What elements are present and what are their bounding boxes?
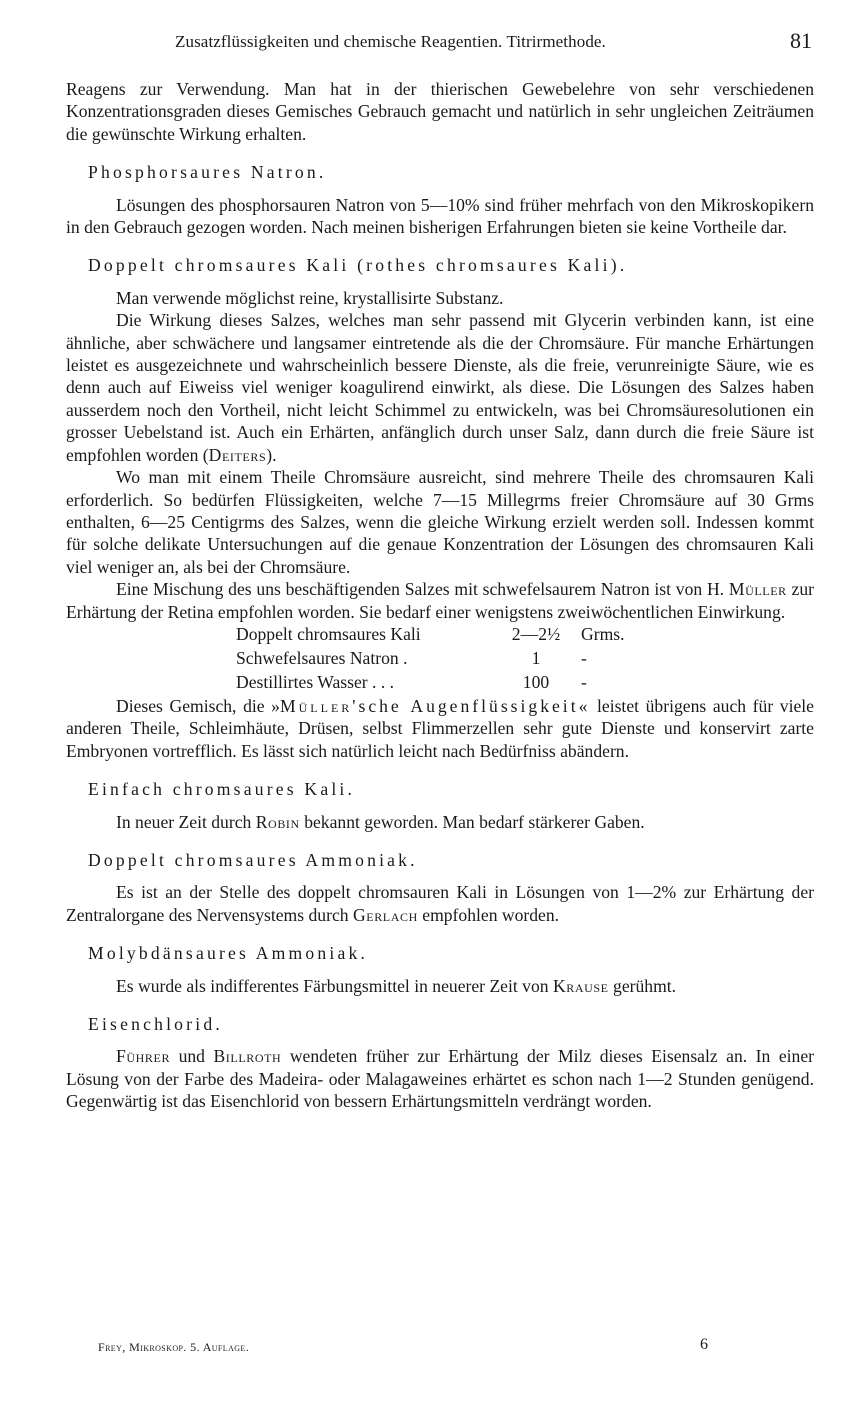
author-name-mueller: Müller bbox=[728, 579, 787, 600]
author-name-gerlach: Gerlach bbox=[352, 904, 418, 925]
text-run: Es ist an der Stelle des doppelt chromsauren Kali in Lösungen von 1—2% zur Erhärtung der Zentralorgane des Nervensystems durch bbox=[66, 882, 814, 925]
recipe-ingredient: Schwefelsaures Natron . bbox=[236, 647, 408, 668]
text-run: bekannt geworden. Man bedarf stärkerer Gaben. bbox=[299, 811, 645, 832]
author-name-billroth: Billroth bbox=[213, 1046, 282, 1067]
recipe-quantity: 1 bbox=[531, 647, 541, 668]
text-run: leistet übrigens auch für viele anderen Theile, Schleimhäute, Drüsen, selbst Flimmerzellen sehr gute Dienste und konservirt zarte Embryonen vortrefflich. Es lässt sich natürlich leicht nach Bedürfniss abändern. bbox=[66, 695, 814, 761]
recipe-quantity: 2—2½ bbox=[511, 623, 561, 644]
text-run: empfohlen worden. bbox=[417, 904, 560, 925]
paragraph-einfach-kali bbox=[66, 811, 814, 833]
recipe-row bbox=[236, 671, 656, 695]
author-name-fuehrer: Führer bbox=[116, 1046, 171, 1067]
text-run: gerühmt. bbox=[608, 975, 677, 996]
recipe-quantity: 100 bbox=[522, 671, 550, 692]
paragraph-augenfluessigkeit bbox=[66, 695, 814, 762]
paragraph-phosphorsaures-natron: Lösungen des phosphorsauren Natron von 5—10% sind früher mehrfach von den Mikroskopikern in den Gebrauch gezogen worden. Nach meinen bisherigen Erfahrungen bieten sie keine Vortheile dar. bbox=[66, 194, 814, 238]
heading-phosphorsaures-natron: Phosphorsaures Natron. bbox=[88, 162, 327, 183]
text-run: und bbox=[170, 1046, 214, 1067]
author-name-robin: Robin bbox=[255, 811, 300, 832]
recipe-unit: - bbox=[581, 647, 587, 668]
sheet-signature: 6 bbox=[700, 1336, 708, 1353]
text-run: Es wurde als indifferentes Färbungsmittel in neuerer Zeit von bbox=[116, 975, 553, 996]
text-run: ). bbox=[266, 444, 277, 465]
text-run: zur Erhärtung der Retina empfohlen worden. Sie bedarf einer wenigstens zweiwöchentlichen Einwirkung. bbox=[66, 579, 814, 622]
text-run: wendeten früher zur Erhärtung der Milz dieses Eisensalz an. In einer Lösung von der Farbe des Madeira- oder Malagaweines erhärtet es schon nach 1—2 Stunden genügend. Gegenwärtig ist das Eisenchlorid von bessern Erhärtungsmitteln verdrängt worden. bbox=[66, 1046, 815, 1112]
text-run: Dieses Gemisch, die » bbox=[116, 695, 280, 716]
heading-doppelt-chromsaures-kali: Doppelt chromsaures Kali (rothes chromsaures Kali). bbox=[88, 255, 628, 276]
heading-molybdaensaures-ammoniak: Molybdänsaures Ammoniak. bbox=[88, 943, 369, 964]
heading-eisenchlorid: Eisenchlorid. bbox=[88, 1014, 223, 1034]
intro-paragraph: Reagens zur Verwendung. Man hat in der thierischen Gewebelehre von sehr verschiedenen Konzentrationsgraden dieses Gemisches Gebrauch gemacht und natürlich in sehr ungleichen Zeiträumen die gewünschte Wirkung erhalten. bbox=[66, 79, 814, 144]
paragraph-ammoniak bbox=[66, 881, 814, 926]
paragraph-wirkung-salz bbox=[66, 309, 814, 466]
recipe-table bbox=[236, 623, 656, 695]
paragraph-eisenchlorid bbox=[66, 1045, 814, 1112]
heading-einfach-chromsaures-kali: Einfach chromsaures Kali. bbox=[88, 779, 356, 800]
recipe-row bbox=[236, 647, 656, 671]
paragraph-reine-substanz: Man verwende möglichst reine, krystallisirte Substanz. bbox=[116, 287, 504, 308]
author-name-mueller: Müller bbox=[279, 695, 353, 716]
recipe-unit: - bbox=[581, 671, 587, 692]
text-run: In neuer Zeit durch bbox=[116, 811, 256, 832]
recipe-ingredient: Doppelt chromsaures Kali bbox=[236, 623, 421, 644]
author-name-deiters: Deiters bbox=[208, 444, 267, 465]
recipe-ingredient: Destillirtes Wasser . . . bbox=[236, 671, 395, 692]
recipe-row bbox=[236, 623, 656, 647]
heading-doppelt-chromsaures-ammoniak: Doppelt chromsaures Ammoniak. bbox=[88, 849, 418, 870]
text-run: Die Wirkung dieses Salzes, welches man sehr passend mit Glycerin verbinden kann, ist eine ähnliche, aber schwächere und langsamer eintretende als die der Chromsäure. Für manche Erhärtungen leistet es ausgezeichnete und wahrscheinlich bessere Dienste, als die freie, verunreinigte Säure, wie es denn auch auf Eiweiss viel weniger koagulirend einwirkt, als diese. Die Lösungen des Salzes haben ausserdem noch den Vortheil, nicht leicht Schimmel zu entwickeln, was bei Chromsäuresolutionen ein grosser Uebelstand ist. Auch ein Erhärten, anfänglich durch unser Salz, dann durch die freie Säure ist empfohlen worden ( bbox=[66, 310, 814, 465]
footer-citation: Frey, Mikroskop. 5. Auflage. bbox=[98, 1340, 250, 1354]
paragraph-chromsaeure-vergleich: Wo man mit einem Theile Chromsäure ausreicht, sind mehrere Theile des chromsauren Kali erforderlich. So bedürfen Flüssigkeiten, welche 7—15 Millegrms freier Chromsäure auf 30 Grms enthalten, 6—25 Centigrms des Salzes, wenn die gleiche Wirkung erzielt werden soll. Indessen kommt für solche delikate Untersuchungen auf die genaue Konzentration der Lösungen des chromsauren Kali viel weniger an, als bei der Chromsäure. bbox=[66, 467, 814, 577]
paragraph-mischung bbox=[66, 578, 814, 623]
author-name-krause: Krause bbox=[552, 975, 609, 996]
recipe-unit: Grms. bbox=[581, 623, 625, 644]
text-run: Eine Mischung des uns beschäftigenden Salzes mit schwefelsaurem Natron ist von H. bbox=[116, 579, 729, 600]
running-head: Zusatzflüssigkeiten und chemische Reagentien. Titrirmethode. bbox=[175, 32, 606, 51]
spaced-term: 'sche Augenflüssigkeit« bbox=[352, 695, 591, 716]
body-text bbox=[66, 78, 814, 1113]
page-number: 81 bbox=[790, 28, 812, 53]
paragraph-molybdaen bbox=[66, 975, 814, 997]
